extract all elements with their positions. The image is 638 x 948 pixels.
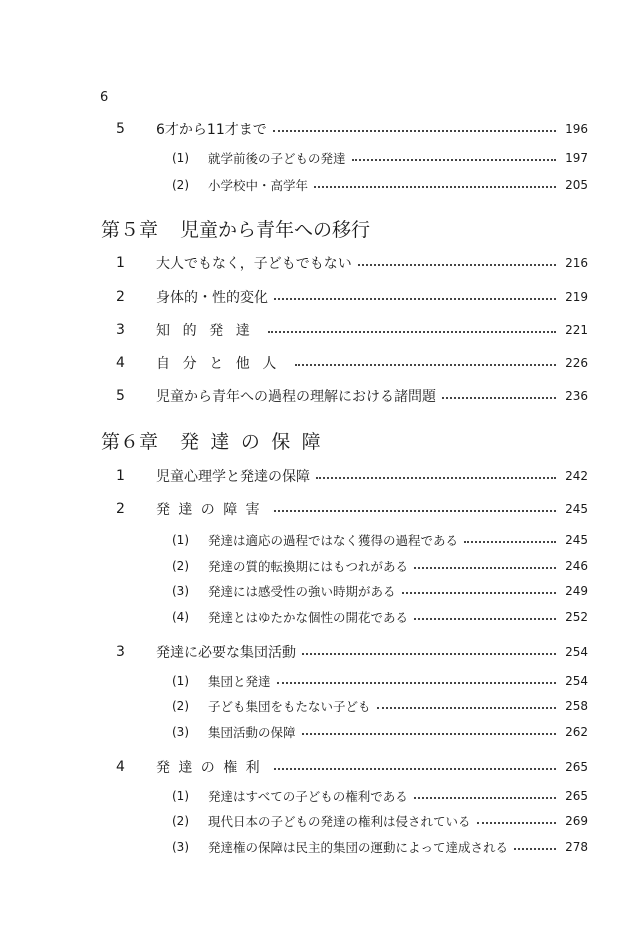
dot-leader [477, 822, 556, 824]
entry-page: 226 [565, 356, 588, 370]
toc-subentry[interactable] [172, 581, 588, 601]
entry-number: 2 [116, 501, 125, 517]
entry-number: 3 [116, 644, 125, 660]
entry-page: 265 [565, 760, 588, 774]
entry-number: 4 [116, 355, 125, 371]
subentry-page: 278 [565, 840, 588, 854]
chapter-5-heading [101, 214, 370, 242]
dot-leader [442, 397, 556, 399]
subentry-page: 197 [565, 151, 588, 165]
entry-title: 発達に必要な集団活動 [156, 645, 296, 661]
entry-title: 6才から11才まで [156, 122, 267, 138]
dot-leader [302, 733, 556, 735]
toc-entry[interactable] [116, 757, 588, 777]
chapter-6-heading [101, 426, 332, 454]
subentry-title: 発達には感受性の強い時期がある [208, 584, 396, 599]
toc-entry[interactable] [116, 320, 588, 340]
entry-number: 2 [116, 289, 125, 305]
chapter-label: 第６章 [101, 430, 159, 453]
subentry-title: 集団と発達 [208, 674, 271, 689]
page-number: 6 [100, 90, 109, 105]
subentry-title: 小学校中・高学年 [208, 178, 309, 193]
entry-page: 254 [565, 645, 588, 659]
subentry-page: 205 [565, 178, 588, 192]
subentry-title: 発達はすべての子どもの権利である [208, 789, 408, 804]
subentry-title: 発達権の保障は民主的集団の運動によって達成される [208, 840, 509, 855]
toc-entry[interactable] [116, 253, 588, 273]
subentry-number: (3) [172, 725, 189, 739]
toc-subentry[interactable] [172, 175, 588, 195]
dot-leader [352, 159, 556, 161]
subentry-title: 子ども集団をもたない子ども [208, 699, 371, 714]
toc-subentry[interactable] [172, 148, 588, 168]
subentry-page: 246 [565, 559, 588, 573]
dot-leader [274, 298, 556, 300]
subentry-number: (2) [172, 559, 189, 573]
dot-leader [514, 848, 556, 850]
dot-leader [464, 541, 556, 543]
dot-leader [274, 768, 556, 770]
subentry-title: 発達は適応の過程ではなく獲得の過程である [208, 533, 459, 548]
entry-page: 242 [565, 469, 588, 483]
toc-subentry[interactable] [172, 786, 588, 806]
entry-page: 236 [565, 389, 588, 403]
entry-title: 発達の権利 [156, 760, 268, 776]
toc-entry[interactable] [116, 466, 588, 486]
entry-title: 児童心理学と発達の保障 [156, 469, 310, 485]
entry-title: 児童から青年への過程の理解における諸問題 [156, 389, 436, 405]
toc-subentry[interactable] [172, 837, 588, 857]
entry-number: 4 [116, 759, 125, 775]
dot-leader [295, 364, 556, 366]
entry-title: 身体的・性的変化 [156, 290, 268, 306]
entry-title: 発達の障害 [156, 502, 268, 518]
toc-subentry[interactable] [172, 556, 588, 576]
entry-page: 245 [565, 502, 588, 516]
subentry-number: (2) [172, 699, 189, 713]
subentry-title: 就学前後の子どもの発達 [208, 151, 346, 166]
subentry-title: 集団活動の保障 [208, 725, 296, 740]
entry-number: 1 [116, 255, 125, 271]
subentry-number: (4) [172, 610, 189, 624]
dot-leader [402, 592, 556, 594]
toc-entry[interactable] [116, 287, 588, 307]
subentry-page: 252 [565, 610, 588, 624]
subentry-page: 249 [565, 584, 588, 598]
entry-title: 自分と他人 [156, 356, 289, 372]
toc-entry[interactable] [116, 386, 588, 406]
subentry-title: 発達の質的転換期にはもつれがある [208, 559, 409, 574]
toc-entry[interactable] [116, 119, 588, 139]
toc-subentry[interactable] [172, 530, 588, 550]
entry-number: 5 [116, 388, 125, 404]
toc-subentry[interactable] [172, 696, 588, 716]
entry-page: 219 [565, 290, 588, 304]
dot-leader [316, 477, 556, 479]
subentry-page: 245 [565, 533, 588, 547]
entry-page: 216 [565, 256, 588, 270]
subentry-number: (3) [172, 584, 189, 598]
subentry-number: (1) [172, 789, 189, 803]
subentry-page: 254 [565, 674, 588, 688]
dot-leader [273, 130, 556, 132]
chapter-label: 第５章 [101, 218, 159, 241]
subentry-number: (2) [172, 814, 189, 828]
entry-page: 196 [565, 122, 588, 136]
dot-leader [268, 331, 556, 333]
entry-page: 221 [565, 323, 588, 337]
dot-leader [358, 264, 556, 266]
subentry-number: (3) [172, 840, 189, 854]
dot-leader [377, 707, 556, 709]
entry-number: 1 [116, 468, 125, 484]
subentry-number: (1) [172, 533, 189, 547]
toc-subentry[interactable] [172, 722, 588, 742]
subentry-title: 発達とはゆたかな個性の開花である [208, 610, 409, 625]
dot-leader [414, 567, 556, 569]
subentry-number: (1) [172, 151, 189, 165]
subentry-page: 258 [565, 699, 588, 713]
subentry-page: 262 [565, 725, 588, 739]
dot-leader [277, 682, 556, 684]
chapter-title: 発達の保障 [180, 430, 333, 453]
subentry-page: 265 [565, 789, 588, 803]
subentry-number: (1) [172, 674, 189, 688]
toc-subentry[interactable] [172, 811, 588, 831]
toc-entry[interactable] [116, 353, 588, 373]
subentry-title: 現代日本の子どもの発達の権利は侵されている [208, 814, 471, 829]
subentry-number: (2) [172, 178, 189, 192]
dot-leader [314, 186, 556, 188]
toc-subentry[interactable] [172, 607, 588, 627]
entry-title: 大人でもなく，子どもでもない [156, 256, 352, 272]
entry-title: 知的発達 [156, 323, 263, 339]
entry-number: 3 [116, 322, 125, 338]
subentry-page: 269 [565, 814, 588, 828]
chapter-title: 児童から青年への移行 [180, 218, 371, 241]
dot-leader [414, 797, 556, 799]
dot-leader [302, 653, 556, 655]
toc-entry[interactable] [116, 642, 588, 662]
toc-entry[interactable] [116, 499, 588, 519]
toc-subentry[interactable] [172, 671, 588, 691]
entry-number: 5 [116, 121, 125, 137]
dot-leader [414, 618, 556, 620]
dot-leader [274, 510, 556, 512]
